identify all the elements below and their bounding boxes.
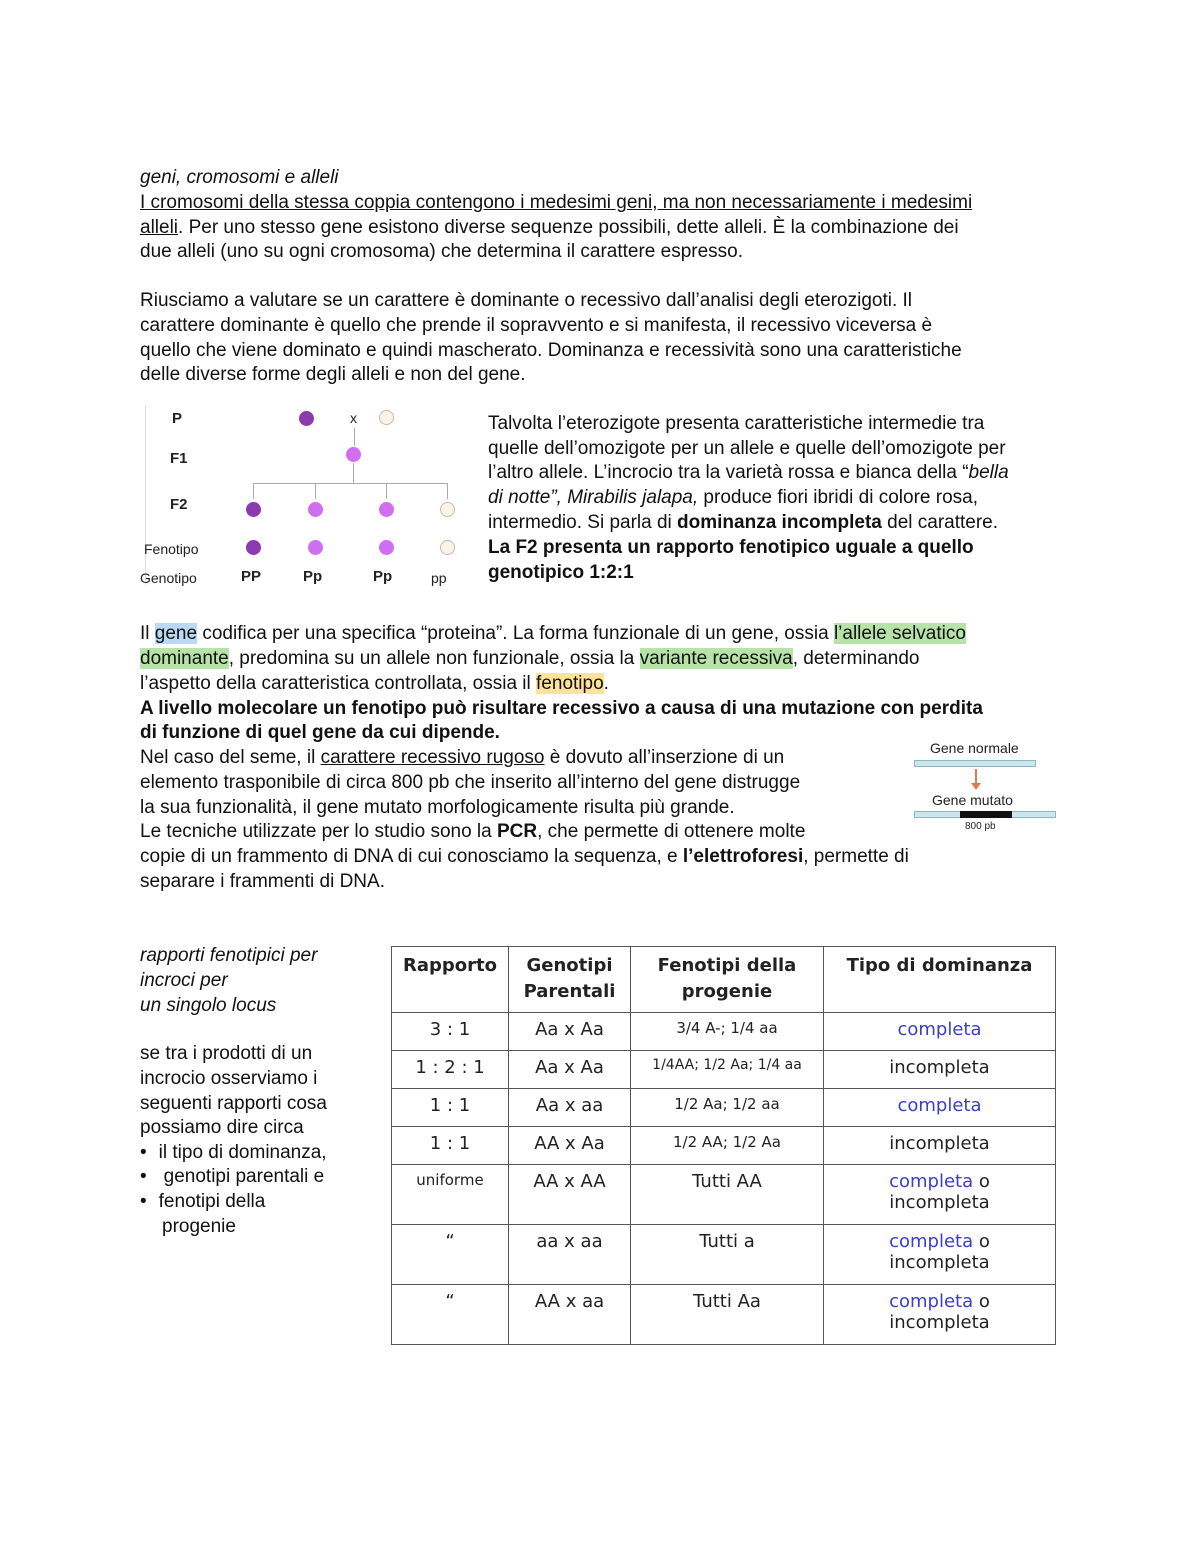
text-span: . Per uno stesso gene esistono diverse sequenze possibili, dette alleli. È la combinazione dei (178, 217, 959, 238)
paragraph-line: incrocio osserviamo i (140, 1068, 318, 1089)
ratio-cell: 1 : 2 : 1 (392, 1051, 509, 1089)
dominance-cell: incompleta (824, 1127, 1056, 1165)
italic-span: bella (968, 462, 1009, 483)
dominance-cell (824, 1225, 1056, 1285)
progeny-cell: 3/4 A-; 1/4 aa (631, 1013, 824, 1051)
table-header: Rapporto (392, 947, 509, 1013)
f2-dot-recessive (440, 502, 455, 517)
paragraph-line: se tra i prodotti di un (140, 1043, 313, 1064)
paragraph-line: elemento trasponibile di circa 800 pb che inserito all’interno del gene distrugge (140, 772, 801, 793)
paragraph-line (488, 461, 1009, 486)
ratio-cell: “ (392, 1225, 509, 1285)
gene-normal-label: Gene normale (930, 740, 1019, 756)
gene-mutated-label: Gene mutato (932, 792, 1013, 808)
progeny-cell: Tutti a (631, 1225, 824, 1285)
text-span: , che permette di ottenere molte (537, 821, 806, 842)
phenotype-dot (440, 540, 455, 555)
table-row (392, 1285, 1056, 1345)
parents-cell: Aa x Aa (509, 1013, 631, 1051)
paragraph-line (140, 845, 909, 870)
ratio-cell: 1 : 1 (392, 1089, 509, 1127)
parent-dominant-dot (299, 411, 314, 426)
progeny-cell: 1/4AA; 1/2 Aa; 1/4 aa (631, 1051, 824, 1089)
text-span: , determinando (792, 648, 920, 669)
highlight-gene: gene (154, 623, 198, 644)
paragraph-line (140, 820, 805, 845)
bold-span: PCR (497, 821, 538, 842)
ratios-title-line: rapporti fenotipici per (140, 945, 318, 966)
dominance-complete: completa (889, 1291, 974, 1312)
dominance-or: o (973, 1171, 990, 1192)
paragraph-line: possiamo dire circa (140, 1117, 304, 1138)
list-item (140, 1165, 324, 1190)
phenotype-dot (308, 540, 323, 555)
paragraph-line (140, 672, 609, 697)
bullet-icon: • (140, 1142, 147, 1163)
text-span: è dovuto all’inserzione di un (544, 747, 785, 768)
parent-recessive-dot (379, 410, 394, 425)
transposon-insert (960, 811, 1012, 818)
paragraph-line: Riusciamo a valutare se un carattere è dominante o recessivo dall’analisi degli eterozigoti. Il (140, 290, 913, 311)
paragraph-line: seguenti rapporti cosa (140, 1093, 327, 1114)
ratio-cell: 3 : 1 (392, 1013, 509, 1051)
paragraph-line: quello che viene dominato e quindi mascherato. Dominanza e recessività sono una caratteristiche (140, 340, 962, 361)
paragraph-line: La F2 presenta un rapporto fenotipico uguale a quello (488, 537, 974, 558)
dominance-cell: incompleta (824, 1051, 1056, 1089)
ratio-cell: uniforme (392, 1165, 509, 1225)
list-item (140, 1141, 327, 1166)
list-item-text: fenotipi della (158, 1191, 266, 1212)
paragraph-line (140, 216, 959, 241)
insert-size-label: 800 pb (965, 821, 996, 832)
parents-cell: AA x Aa (509, 1127, 631, 1165)
phenotype-dot (246, 540, 261, 555)
arrow-down-icon (971, 783, 981, 790)
genotype-label: pp (431, 570, 447, 586)
bullet-icon: • (140, 1166, 147, 1187)
text-span: copie di un frammento di DNA di cui conosciamo la sequenza, e (140, 846, 683, 867)
paragraph-line: I cromosomi della stessa coppia contengono i medesimi geni, ma non necessariamente i medesimi (140, 192, 973, 213)
dominance-incomplete: incompleta (889, 1192, 990, 1213)
progeny-cell: 1/2 Aa; 1/2 aa (631, 1089, 824, 1127)
progeny-cell: Tutti Aa (631, 1285, 824, 1345)
dominance-cell: completa (824, 1089, 1056, 1127)
paragraph-line (140, 622, 966, 647)
highlight-dominant: dominante (140, 648, 229, 669)
table-row (392, 1225, 1056, 1285)
text-span: Nel caso del seme, il (140, 747, 321, 768)
table-row (392, 1127, 1056, 1165)
paragraph-line: genotipico 1:2:1 (488, 562, 634, 583)
ratio-cell: 1 : 1 (392, 1127, 509, 1165)
label-fenotipo: Fenotipo (144, 541, 199, 557)
genotype-label: Pp (303, 568, 323, 585)
text-span: l’aspetto della caratteristica controllata, ossia il (140, 673, 537, 694)
paragraph-line: separare i frammenti di DNA. (140, 871, 385, 892)
paragraph-line: di funzione di quel gene da cui dipende. (140, 722, 500, 743)
text-span: intermedio. Si parla di (488, 512, 678, 533)
text-span: Il (140, 623, 155, 644)
text-span: produce fiori ibridi di colore rosa, (698, 487, 979, 508)
list-item (140, 1190, 265, 1215)
ratio-cell: “ (392, 1285, 509, 1345)
label-genotipo: Genotipo (140, 570, 197, 586)
f2-dot-het (379, 502, 394, 517)
highlight-recessive: variante recessiva (639, 648, 793, 669)
phenotype-dot (379, 540, 394, 555)
table-row (392, 1165, 1056, 1225)
ratios-title-line: incroci per (140, 970, 228, 991)
cross-symbol: x (350, 410, 357, 426)
text-span: . (603, 673, 609, 694)
text-span: codifica per una specifica “proteina”. La forma funzionale di un gene, ossia (197, 623, 834, 644)
label-f1: F1 (170, 450, 188, 467)
list-item-text: genotipi parentali e (163, 1166, 325, 1187)
text-span: , predomina su un allele non funzionale, ossia la (228, 648, 640, 669)
genotype-label: Pp (373, 568, 393, 585)
parents-cell: Aa x aa (509, 1089, 631, 1127)
table-header: Genotipi Parentali (509, 947, 631, 1013)
dominance-incomplete: incompleta (889, 1312, 990, 1333)
parents-cell: AA x aa (509, 1285, 631, 1345)
genetics-cross-diagram (140, 400, 470, 590)
gene-normal-bar (914, 760, 1036, 767)
parents-cell: AA x AA (509, 1165, 631, 1225)
dominance-cell (824, 1165, 1056, 1225)
dominance-complete: completa (889, 1231, 974, 1252)
underlined-span: carattere recessivo rugoso (320, 747, 545, 768)
f1-dot (346, 447, 361, 462)
label-f2: F2 (170, 496, 188, 513)
alleli-underlined: alleli (140, 217, 179, 238)
bold-span: l’elettroforesi (682, 846, 804, 867)
paragraph-line (140, 647, 919, 672)
paragraph-line: delle diverse forme degli alleli e non del gene. (140, 364, 526, 385)
table-row (392, 1013, 1056, 1051)
progeny-cell: 1/2 AA; 1/2 Aa (631, 1127, 824, 1165)
table-header: Tipo di dominanza (824, 947, 1056, 1013)
paragraph-line: carattere dominante è quello che prende il sopravvento e si manifesta, il recessivo viceversa è (140, 315, 933, 336)
progeny-cell: Tutti AA (631, 1165, 824, 1225)
ratios-table (391, 946, 1056, 1345)
parents-cell: Aa x Aa (509, 1051, 631, 1089)
f2-dot-pp-dominant (246, 502, 261, 517)
bold-span: dominanza incompleta (677, 512, 882, 533)
dominance-complete: completa (889, 1171, 974, 1192)
text-span: Le tecniche utilizzate per lo studio sono la (140, 821, 497, 842)
dominance-cell (824, 1285, 1056, 1345)
dominance-or: o (973, 1291, 990, 1312)
dominance-incomplete: incompleta (889, 1252, 990, 1273)
paragraph-line (488, 486, 978, 511)
highlight-phenotype: fenotipo (536, 673, 604, 694)
highlight-allele: l’allele selvatico (833, 623, 966, 644)
ratios-title-line: un singolo locus (140, 995, 277, 1016)
table-row (392, 1089, 1056, 1127)
paragraph-line: A livello molecolare un fenotipo può risultare recessivo a causa di una mutazione con perdita (140, 698, 983, 719)
paragraph-line: quelle dell’omozigote per un allele e quelle dell’omozigote per (488, 438, 1006, 459)
bullet-icon: • (140, 1191, 147, 1212)
text-span: del carattere. (881, 512, 999, 533)
text-span: , permette di (803, 846, 909, 867)
paragraph-line: Talvolta l’eterozigote presenta caratteristiche intermedie tra (488, 413, 985, 434)
text-span: l’altro allele. L’incrocio tra la varietà rossa e bianca della “ (488, 462, 969, 483)
label-p: P (172, 410, 183, 427)
list-item-text: il tipo di dominanza, (158, 1142, 327, 1163)
dominance-or: o (973, 1231, 990, 1252)
table-row (392, 1051, 1056, 1089)
section-title: geni, cromosomi e alleli (140, 167, 339, 188)
paragraph-line: la sua funzionalità, il gene mutato morfologicamente risulta più grande. (140, 797, 735, 818)
list-item-continuation: progenie (162, 1216, 236, 1237)
table-header: Fenotipi della progenie (631, 947, 824, 1013)
gene-mutation-figure (910, 740, 1060, 835)
dominance-cell: completa (824, 1013, 1056, 1051)
italic-span: di notte”, Mirabilis jalapa, (488, 487, 699, 508)
paragraph-line (140, 746, 784, 771)
genotype-label: PP (241, 568, 262, 585)
paragraph-line: due alleli (uno su ogni cromosoma) che determina il carattere espresso. (140, 241, 744, 262)
paragraph-line (488, 511, 998, 536)
parents-cell: aa x aa (509, 1225, 631, 1285)
f2-dot-het (308, 502, 323, 517)
